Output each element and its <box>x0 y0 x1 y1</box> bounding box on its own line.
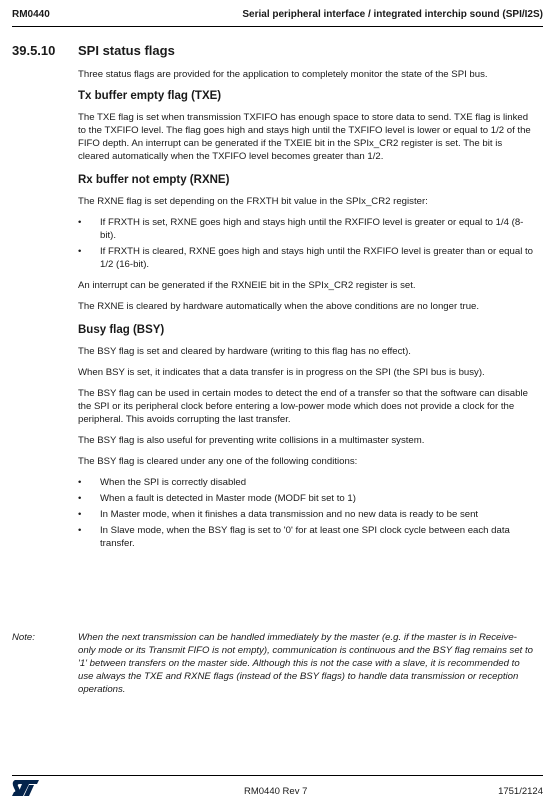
bsy-paragraph: When BSY is set, it indicates that a data transfer is in progress on the SPI (the SPI bus is busy). <box>78 367 485 378</box>
rxne-interrupt-paragraph: An interrupt can be generated if the RXNEIE bit in the SPIx_CR2 register is set. <box>78 280 416 291</box>
page-number: 1751/2124 <box>498 786 543 797</box>
page-header <box>12 6 543 27</box>
bullet-icon: • <box>78 493 82 504</box>
bsy-bullet-list <box>78 476 533 550</box>
list-item-text: When a fault is detected in Master mode (MODF bit set to 1) <box>100 493 356 504</box>
bullet-icon: • <box>78 525 82 536</box>
list-item <box>78 508 533 521</box>
list-item <box>78 476 533 489</box>
st-logo-icon <box>12 779 40 800</box>
list-item-text: When the SPI is correctly disabled <box>100 477 247 488</box>
list-item-text: If FRXTH is cleared, RXNE goes high and stays high until the RXFIFO level is greater than or equal to 1/2 (16-bit). <box>100 246 533 270</box>
section-title: SPI status flags <box>78 43 175 58</box>
bullet-icon: • <box>78 217 82 228</box>
txe-heading: Tx buffer empty flag (TXE) <box>78 90 222 102</box>
list-item <box>78 492 533 505</box>
rxne-clear-paragraph: The RXNE is cleared by hardware automatically when the above conditions are no longer true. <box>78 301 480 312</box>
bullet-icon: • <box>78 509 82 520</box>
page-footer <box>12 775 543 800</box>
bsy-paragraph: The BSY flag can be used in certain modes to detect the end of a transfer so that the software can disable the SPI or its peripheral clock before entering a low-power mode which does not provide a clock for the peripheral. This avoids corrupting the last transfer. <box>78 388 528 425</box>
note-text: When the next transmission can be handled immediately by the master (e.g. if the master is in Receive-only mode or its Transmit FIFO is not empty), communication is continuous and the BSY flag remains set to '1' between transfers on the master side. Although this is not the case with a slave, it is recommended to use always the TXE and RXNE flags (instead of the BSY flags) to handle data transmission or reception operations. <box>78 632 534 695</box>
revision-label: RM0440 Rev 7 <box>244 786 308 797</box>
list-item <box>78 524 533 550</box>
rxne-paragraph: The RXNE flag is set depending on the FRXTH bit value in the SPIx_CR2 register: <box>78 196 428 207</box>
rxne-bullet-list <box>78 216 533 271</box>
list-item-text: If FRXTH is set, RXNE goes high and stays high until the RXFIFO level is greater or equal to 1/4 (8-bit). <box>100 217 524 241</box>
bsy-heading: Busy flag (BSY) <box>78 324 165 336</box>
chapter-title: Serial peripheral interface / integrated interchip sound (SPI/I2S) <box>242 9 543 20</box>
rxne-heading: Rx buffer not empty (RXNE) <box>78 174 230 186</box>
list-item <box>78 216 533 242</box>
section-body <box>78 68 533 558</box>
document-id: RM0440 <box>12 9 50 20</box>
bullet-icon: • <box>78 246 82 257</box>
list-item-text: In Master mode, when it finishes a data transmission and no new data is ready to be sent <box>100 509 479 520</box>
txe-paragraph: The TXE flag is set when transmission TXFIFO has enough space to store data to send. TXE flag is linked to the TXFIFO level. The flag goes high and stays high until the TXFIFO level is lower or equal to 1/2 of the FIFO depth. An interrupt can be generated if the TXEIE bit in the SPIx_CR2 register is set. The bit is cleared automatically when the TXFIFO level becomes greater than 1/2. <box>78 112 531 162</box>
intro-paragraph: Three status flags are provided for the application to completely monitor the state of the SPI bus. <box>78 69 488 80</box>
bsy-paragraph: The BSY flag is also useful for preventing write collisions in a multimaster system. <box>78 435 425 446</box>
bullet-icon: • <box>78 477 82 488</box>
bsy-paragraph: The BSY flag is set and cleared by hardware (writing to this flag has no effect). <box>78 346 411 357</box>
list-item <box>78 245 533 271</box>
note-label: Note: <box>12 632 35 643</box>
list-item-text: In Slave mode, when the BSY flag is set to '0' for at least one SPI clock cycle between each data transfer. <box>100 525 510 549</box>
bsy-paragraph: The BSY flag is cleared under any one of the following conditions: <box>78 456 358 467</box>
section-number: 39.5.10 <box>12 43 56 58</box>
